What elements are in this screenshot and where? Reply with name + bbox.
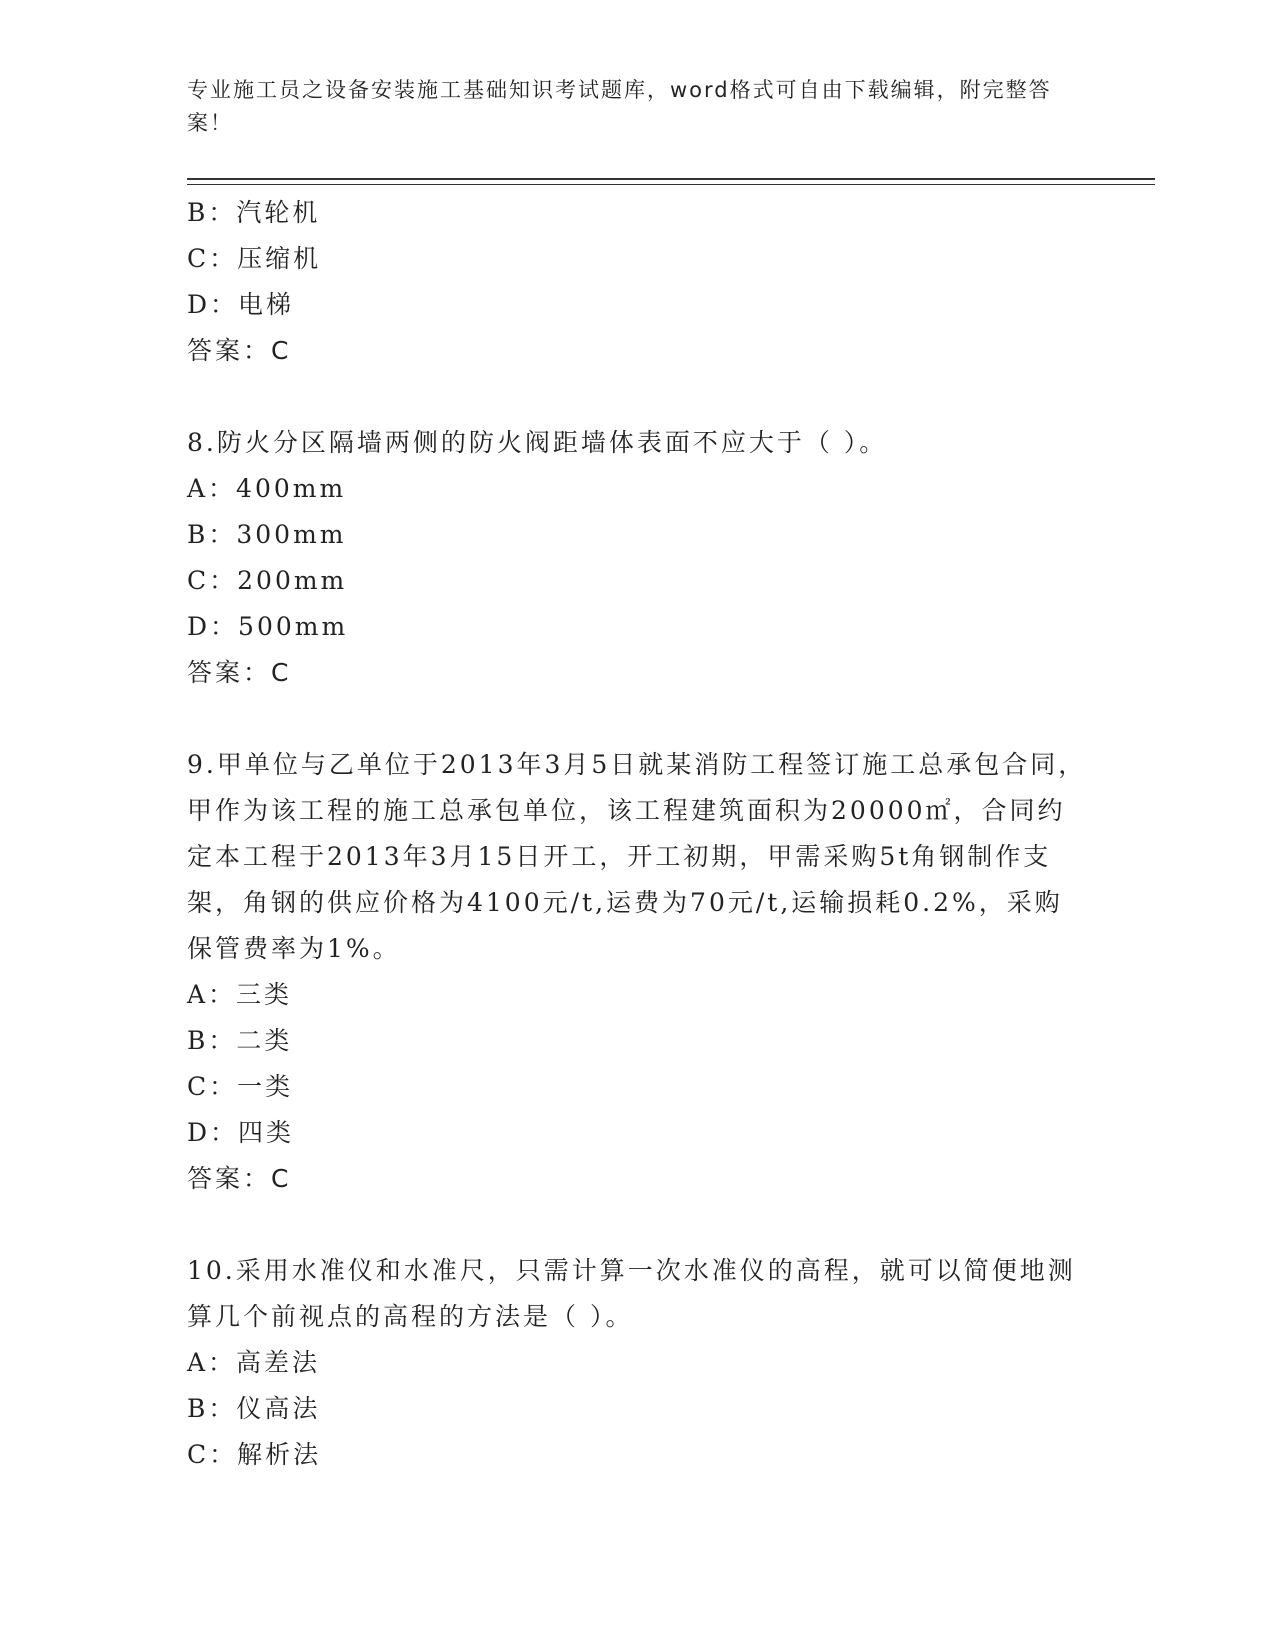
- option: B：仪高法: [187, 1394, 321, 1423]
- option: D：电梯: [187, 290, 295, 319]
- question-block-10: [187, 1248, 1087, 1478]
- question-stem: 10.采用水准仪和水准尺，只需计算一次水准仪的高程，就可以简便地测算几个前视点的高程的方法是（ ）。: [187, 1256, 1076, 1331]
- option: C：解析法: [187, 1440, 322, 1469]
- answer: 答案：C: [187, 336, 292, 365]
- question-content: [187, 190, 1087, 1478]
- option: C：200mm: [187, 566, 348, 595]
- option: B：汽轮机: [187, 198, 321, 227]
- answer: 答案：C: [187, 658, 292, 687]
- option: B：300mm: [187, 520, 347, 549]
- option: A：三类: [187, 980, 293, 1009]
- question-stem: 9.甲单位与乙单位于2013年3月5日就某消防工程签订施工总承包合同，甲作为该工程的施工总承包单位，该工程建筑面积为20000㎡，合同约定本工程于2013年3月15日开工，开工初期，甲需采购5t角钢制作支架，角钢的供应价格为4100元/t,运费为70元/t,运输损耗0.2%，采购保管费率为1%。: [187, 750, 1087, 963]
- header-rule: [187, 178, 1155, 180]
- option: C：一类: [187, 1072, 294, 1101]
- option: D：四类: [187, 1118, 295, 1147]
- option: C：压缩机: [187, 244, 322, 273]
- spacer: [187, 1202, 1087, 1248]
- question-block-7: [187, 190, 1087, 374]
- option: D：500mm: [187, 612, 349, 641]
- option: A：400mm: [187, 474, 347, 503]
- answer: 答案：C: [187, 1164, 292, 1193]
- option: A：高差法: [187, 1348, 321, 1377]
- header-rule-thin: [187, 184, 1155, 185]
- option: B：二类: [187, 1026, 293, 1055]
- question-block-9: [187, 742, 1087, 1202]
- spacer: [187, 696, 1087, 742]
- question-block-8: [187, 420, 1087, 696]
- page-header: 专业施工员之设备安装施工基础知识考试题库，word格式可自由下载编辑，附完整答案！: [187, 78, 1052, 135]
- question-stem: 8.防火分区隔墙两侧的防火阀距墙体表面不应大于（ ）。: [187, 428, 888, 457]
- spacer: [187, 374, 1087, 420]
